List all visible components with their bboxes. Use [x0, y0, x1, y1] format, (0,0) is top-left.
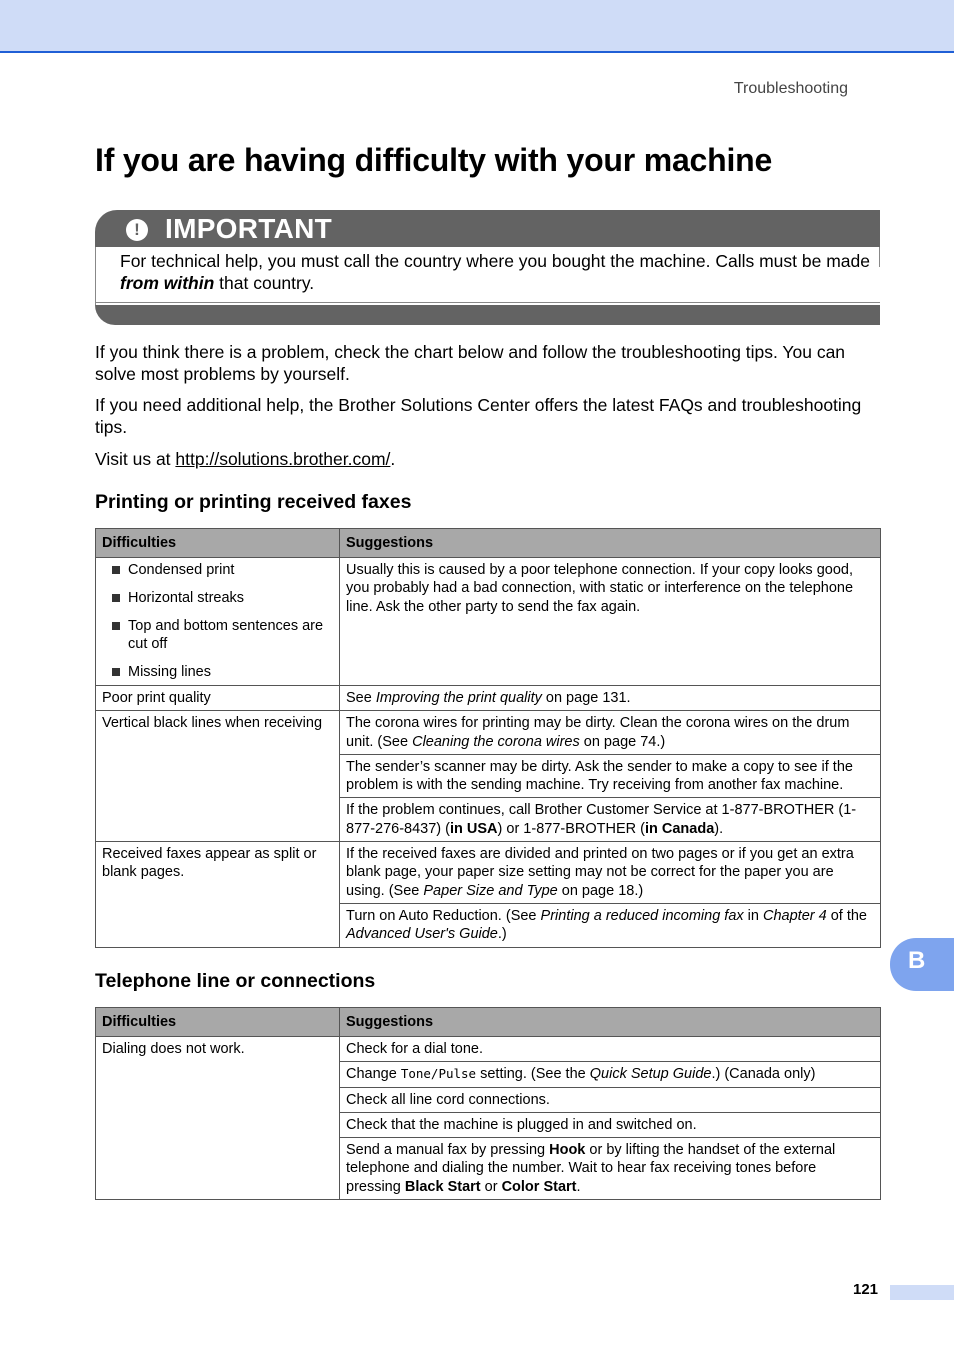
section-label: Troubleshooting [733, 80, 848, 97]
list-item: Top and bottom sentences are cut off [102, 617, 333, 654]
table-row [96, 686, 881, 711]
cross-reference[interactable]: Improving the print quality [375, 690, 542, 706]
printing-heading: Printing or printing received faxes [95, 491, 412, 513]
chapter-tab[interactable] [890, 938, 954, 991]
suggestion-cell: Check for a dial tone. [340, 1037, 881, 1062]
important-text: For technical help, you must call the country where you bought the machine. Calls must be made from within that country. [120, 251, 870, 293]
suggestion-cell: Send a manual fax by pressing Hook or by lifting the handset of the external telephone and dialing the number. Wait to hear fax receiving tones before pressing Black Start or Color Start. [340, 1138, 881, 1200]
column-header-suggestions: Suggestions [340, 1008, 881, 1037]
list-item: Horizontal streaks [102, 589, 333, 607]
bullet-square-icon [112, 594, 120, 602]
callout-border-left [95, 247, 96, 305]
difficulty-cell: Poor print quality [96, 686, 340, 711]
suggestion-cell: The corona wires for printing may be dirty. Clean the corona wires on the drum unit. (See Cleaning the corona wires on page 74.) [340, 711, 881, 755]
page-number-bar [890, 1285, 954, 1300]
header-bar [0, 0, 954, 53]
table-row [96, 1037, 881, 1062]
table-row [96, 711, 881, 755]
suggestion-cell: The sender’s scanner may be dirty. Ask the sender to make a copy to see if the problem is with the sending machine. Try receiving from another fax machine. [340, 754, 881, 798]
suggestion-cell: Change Tone/Pulse setting. (See the Quick Setup Guide.) (Canada only) [340, 1062, 881, 1087]
intro-paragraph-1: If you think there is a problem, check the chart below and follow the troubleshooting tips. You can solve most problems by yourself. [95, 342, 846, 384]
table-row [96, 842, 881, 904]
bullet-square-icon [112, 566, 120, 574]
printing-table [95, 528, 881, 948]
important-footer [95, 305, 880, 325]
important-label: IMPORTANT [165, 213, 333, 244]
difficulty-cell: Dialing does not work. [96, 1037, 340, 1200]
table-row [96, 558, 881, 686]
difficulty-cell: Received faxes appear as split or blank pages. [96, 842, 340, 947]
intro-paragraph-3: Visit us at http://solutions.brother.com/. [95, 449, 396, 469]
page-number: 121 [853, 1281, 879, 1298]
suggestion-cell: Check that the machine is plugged in and switched on. [340, 1112, 881, 1137]
telephone-table [95, 1007, 881, 1200]
list-item: Missing lines [102, 663, 333, 681]
bullet-square-icon [112, 668, 120, 676]
list-item: Condensed print [102, 561, 333, 579]
important-header [95, 210, 880, 247]
difficulty-bullet-list [102, 561, 333, 681]
important-callout [95, 210, 880, 325]
column-header-difficulties: Difficulties [96, 529, 340, 558]
chapter-tab-label: B [908, 947, 926, 974]
cross-reference[interactable]: Printing a reduced incoming fax [540, 907, 744, 924]
cross-reference[interactable]: Paper Size and Type [423, 882, 558, 899]
menu-setting-name: Tone/Pulse [400, 1066, 477, 1082]
table-header-row [96, 1008, 881, 1037]
difficulty-cell [96, 558, 340, 686]
page-title: If you are having difficulty with your machine [95, 142, 773, 178]
bullet-square-icon [112, 622, 120, 630]
callout-border-right [879, 247, 880, 267]
important-emphasis: from within [120, 273, 215, 293]
suggestion-cell: If the received faxes are divided and printed on two pages or if you get an extra blank page, your paper size setting may not be correct for the paper you are using. (See Paper Size and Type on page 18.) [340, 842, 881, 904]
suggestion-cell: Turn on Auto Reduction. (See Printing a reduced incoming fax in Chapter 4 of the Advanced User's Guide.) [340, 903, 881, 947]
callout-divider [95, 302, 880, 303]
exclamation-icon: ! [126, 219, 148, 241]
column-header-difficulties: Difficulties [96, 1008, 340, 1037]
solutions-link[interactable]: http://solutions.brother.com/ [175, 449, 391, 469]
intro-paragraph-2: If you need additional help, the Brother Solutions Center offers the latest FAQs and troubleshooting tips. [95, 395, 862, 437]
suggestion-cell: Usually this is caused by a poor telephone connection. If your copy looks good, you probably had a bad connection, with static or interference on the telephone line. Ask the other party to send the fax again. [340, 558, 881, 686]
suggestion-cell: If the problem continues, call Brother Customer Service at 1-877-BROTHER (1-877-276-8437) (in USA) or 1-877-BROTHER (in Canada). [340, 798, 881, 842]
suggestion-cell: Check all line cord connections. [340, 1087, 881, 1112]
telephone-heading: Telephone line or connections [95, 970, 376, 992]
table-header-row [96, 529, 881, 558]
column-header-suggestions: Suggestions [340, 529, 881, 558]
suggestion-cell: See Improving the print quality on page 131. [340, 686, 881, 711]
difficulty-cell: Vertical black lines when receiving [96, 711, 340, 842]
cross-reference[interactable]: Cleaning the corona wires [412, 733, 580, 750]
